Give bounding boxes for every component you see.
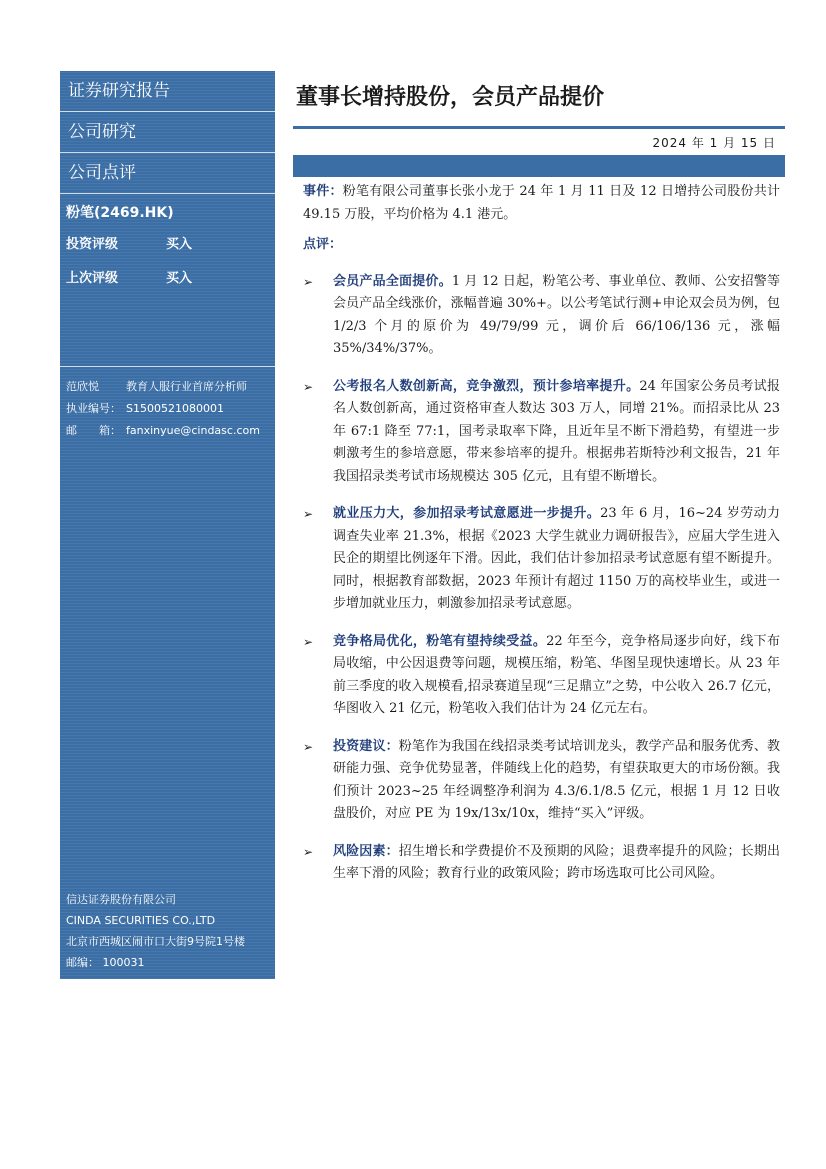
postcode-value: 100031 (102, 956, 145, 969)
event-label: 事件： (303, 184, 343, 199)
bullet-item (303, 841, 780, 886)
arrow-bullet-icon: ➢ (303, 634, 314, 649)
investment-rating (60, 228, 275, 262)
rating-label: 投资评级 (66, 237, 119, 252)
arrow-bullet-icon: ➢ (303, 739, 314, 754)
prev-rating-value: 买入 (166, 271, 193, 286)
bullet-heading: 就业压力大，参加招录考试意愿进一步提升。 (333, 506, 601, 521)
company-address: 北京市西城区闹市口大街9号院1号楼 (66, 935, 245, 948)
bullet-text: 22 年至今，竞争格局逐步向好，线下布局收缩，中公因退费等问题，规模压缩，粉笔、华图呈现快速增长。从 23 年前三季度的收入规模看,招录赛道呈现“三足鼎立”之势，中公收入 26.7 亿元，华图收入 21 亿元，粉笔收入我们估计为 24 亿元左右。 (333, 633, 780, 716)
bullet-item (303, 376, 780, 489)
analyst-title: 教育人服行业首席分析师 (126, 380, 247, 393)
report-date: 2024 年 1 月 15 日 (652, 136, 776, 150)
arrow-bullet-icon: ➢ (303, 507, 314, 521)
bullet-heading: 风险因素： (333, 843, 399, 859)
bullet-text: 24 年国家公务员考试报名人数创新高，通过资格审查人数达 303 万人，同增 21%。而招录比从 23 年 67:1 降至 77:1，国考录取率下降，且近年呈不断下滑趋势，有望进一步刺激考生的参培意愿，带来参培率的提升。根据弗若斯特沙利文报告，21 年我国招录类考试市场规模达 305 亿元，且有望不断增长。 (333, 378, 780, 484)
prev-rating-label: 上次评级 (66, 271, 119, 286)
event-text: 粉笔有限公司董事长张小龙于 24 年 1 月 11 日及 12 日增持公司股份共计 49.15 万股，平均价格为 4.1 港元。 (303, 184, 780, 222)
stock-ticker: 粉笔(2469.HK) (66, 205, 174, 221)
report-type: 证券研究报告 (60, 71, 275, 112)
analyst-name: 范欣悦 (66, 380, 99, 393)
previous-rating (60, 262, 275, 296)
report-body (303, 181, 780, 901)
bullet-heading: 公考报名人数创新高，竞争激烈，预计参培率提升。 (333, 378, 640, 394)
license-label: 执业编号： (66, 402, 121, 415)
report-title: 董事长增持股份，会员产品提价 (296, 85, 605, 110)
bullet-item (303, 271, 780, 361)
bullet-heading: 会员产品全面提价。 (333, 273, 452, 289)
bullet-heading: 投资建议： (333, 738, 399, 754)
report-subcategory: 公司点评 (60, 153, 275, 194)
bullet-text: 1 月 12 日起，粉笔公考、事业单位、教师、公安招警等会员产品全线涨价，涨幅普遍 30%+。以公考笔试行测+申论双会员为例，包 1/2/3 个月的原价为 49/79/99 元，调价后 66/106/136 元，涨幅 35%/34%/37%。 (333, 273, 780, 356)
bullet-heading: 竞争格局优化，粉笔有望持续受益。 (333, 633, 547, 649)
bullet-item (303, 503, 780, 616)
company-name-cn: 信达证券股份有限公司 (66, 893, 176, 906)
bullet-text: 粉笔作为我国在线招录类考试培训龙头，教学产品和服务优秀、教研能力强、竞争优势显著，伴随线上化的趋势，有望获取更大的市场份额。我们预计 2023~25 年经调整净利润为 4.3/6.1/8.5 亿元，根据 1 月 12 日收盘股价，对应 PE 为 19x/13x/10x，维持“买入”评级。 (333, 738, 780, 821)
bullet-item (303, 631, 780, 721)
header-band (293, 155, 785, 177)
rating-value: 买入 (166, 237, 193, 252)
event-paragraph (303, 181, 780, 226)
comment-label: 点评： (303, 237, 343, 252)
sidebar (60, 71, 275, 979)
license-number: S1500521080001 (126, 402, 224, 415)
bullet-text: 招生增长和学费提价不及预期的风险；退费率提升的风险；长期出生率下滑的风险；教育行业的政策风险；跨市场选取可比公司风险。 (333, 843, 780, 881)
arrow-bullet-icon: ➢ (303, 844, 314, 859)
email-label: 邮 箱： (66, 424, 121, 437)
arrow-bullet-icon: ➢ (303, 379, 314, 394)
company-postcode (66, 952, 271, 973)
analyst-info (66, 376, 271, 442)
postcode-label: 邮编： (66, 956, 99, 969)
report-category: 公司研究 (60, 112, 275, 153)
company-info (66, 889, 271, 973)
title-rule (293, 126, 785, 129)
analyst-email[interactable]: fanxinyue@cindasc.com (126, 424, 260, 437)
company-name-en: CINDA SECURITIES CO.,LTD (66, 914, 216, 927)
arrow-bullet-icon: ➢ (303, 274, 314, 289)
sidebar-divider (60, 366, 275, 367)
bullet-item (303, 736, 780, 826)
bullet-text: 23 年 6 月，16~24 岁劳动力调查失业率 21.3%，根据《2023 大学生就业力调研报告》，应届大学生进入民企的期望比例逐年下滑。因此，我们估计参加招录考试意愿有望不断提升。同时，根据教育部数据，2023 年预计有超过 1150 万的高校毕业生，或进一步增加就业压力，刺激参加招录考试意愿。 (333, 506, 780, 611)
